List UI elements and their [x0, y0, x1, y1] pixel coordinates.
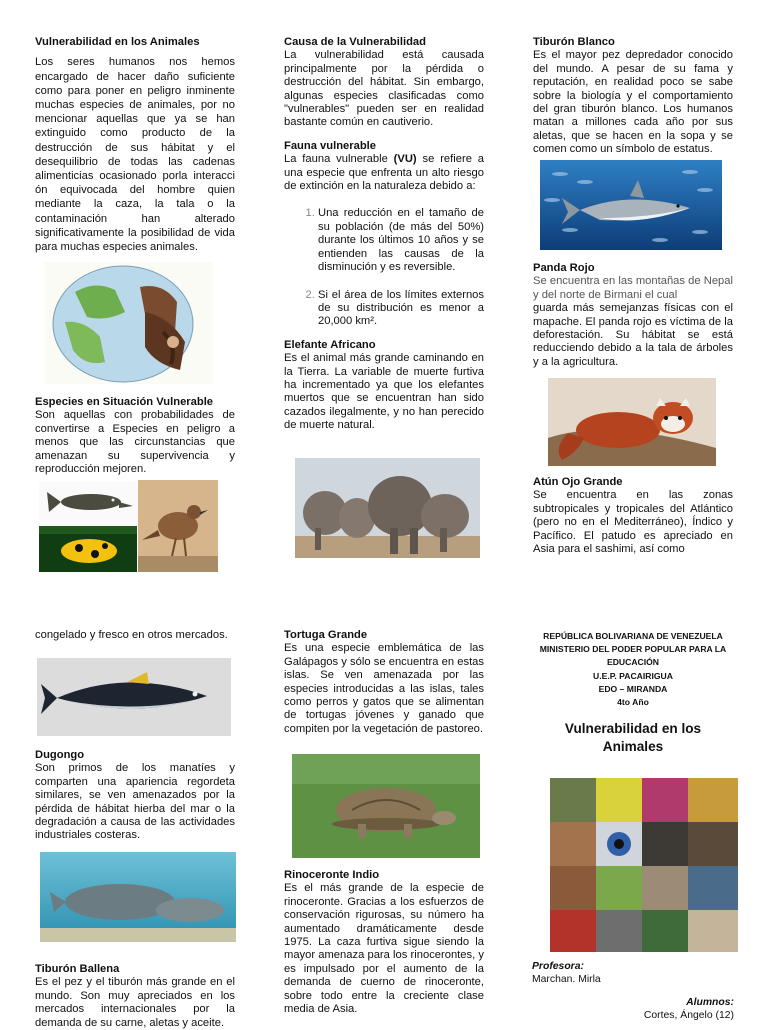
cover-line: REPÚBLICA BOLIVARIANA DE VENEZUELA [543, 631, 723, 641]
alumno-name: Cortes, Ángelo (12) [643, 1009, 734, 1021]
col2-tortuga [284, 629, 484, 736]
panda-text-a: Se encuentra en las montañas de Nepal y del norte de Birmani el cual [533, 275, 733, 301]
frog-image [39, 526, 137, 572]
fauna-text-b: se refiere a una especie que enfrenta un alto riesgo de extinción en la naturaleza debido a: [284, 153, 484, 193]
rino-text: Es el más grande de la especie de rinoceronte. Gracias a los esfuerzos de conservación rigurosas, su número ha aumentado dramáticamente desde 1975. La caza furtiva sigue siendo la mayor amenaza para los rinocerontes, y es impulsado por el aumento de la demanda de cuerno de rinoceronte, sobre todo entre la creciente clase media de Asia. [284, 882, 484, 1016]
profesora-block [532, 961, 601, 987]
col1-situacion [35, 396, 235, 476]
cover-header [530, 630, 736, 709]
col1-ballena [35, 963, 235, 1030]
tiburon-title: Tiburón Blanco [533, 36, 615, 48]
cover-line: MINISTERIO DEL PODER POPULAR PARA LA EDUCACIÓN [539, 644, 727, 668]
atun-text: Se encuentra en las zonas subtropicales y tropicales del Atlántico (pero no en el Mediterráneo), Índico y Pacífico. El patudo es apreciado en Asia para el sashimi, así como [533, 489, 733, 556]
profesora-name: Marchan. Mirla [532, 973, 601, 985]
profesora-label: Profesora: [532, 961, 584, 972]
bird-image [138, 480, 218, 572]
tortoise-image [292, 754, 480, 858]
cover-line: 4to Año [617, 697, 649, 708]
col3-top [533, 36, 733, 157]
elephants-image [295, 458, 480, 558]
col1-dugongo [35, 749, 235, 843]
col1-top [35, 36, 235, 254]
alumnos-label: Alumnos: [686, 997, 734, 1008]
animals-collage-image [550, 778, 738, 952]
fauna-list-item: 2. Si el área de los límites externos de su distribución es menor a 20,000 km². [318, 289, 484, 329]
ballena-text: Es el pez y el tiburón más grande en el mundo. Son muy apreciados en los mercados internacionales por la demanda de su carne, aletas y aceite. [35, 976, 235, 1029]
cover-title: Vulnerabilidad en los Animales [564, 721, 702, 754]
fish-image [39, 482, 137, 526]
cover-line: EDO – MIRANDA [598, 683, 668, 694]
col2-top [284, 36, 484, 433]
col1-bottom [35, 629, 235, 642]
rino-title: Rinoceronte Indio [284, 869, 380, 881]
situacion-text: Son aquellas con probabilidades de convertirse a Especies en peligro a menos que las circunstancias que amenazan su supervivencia y reproducción mejoren. [35, 409, 235, 476]
fauna-text-a: La fauna vulnerable [284, 153, 394, 166]
vuln-text: Los seres humanos nos hemos encargado de hacer daño suficiente como para poner en peligro inminente muchas especies de animales, por no mencionar aquellas que ya se han extinguido como producto de la destrucción de sus hábitat y el desequilibrio de todas las cadenas alimenticias ocasionado porla interacci ón equivocada del hombre quien mediante la caza, la tala o la contaminación han alterado significativamente la posibilidad de vida para muchas especies animales. [35, 56, 235, 254]
fauna-list-item: 1. Una reducción en el tamaño de su población (de más del 50%) durante los últimos 10 años y se entienden las causas de la disminución y es reversible. [318, 207, 484, 274]
col3-atun [533, 476, 733, 556]
tortuga-title: Tortuga Grande [284, 629, 368, 641]
red-panda-image [548, 378, 716, 466]
dugongo-title: Dugongo [35, 749, 85, 761]
dugong-image [40, 852, 236, 942]
atun-title: Atún Ojo Grande [533, 476, 623, 488]
elefante-title: Elefante Africano [284, 338, 376, 351]
globe-image [45, 262, 213, 384]
elefante-text: Es el animal más grande caminando en la Tierra. La variable de muerte furtiva ha incrementado ya que los elefantes muertos que se encuentran han sido cazados ilegalmente, y no han perecido de muerte natural. [284, 352, 484, 432]
dugongo-text: Son primos de los manatíes y comparten una apariencia regordeta similares, se ven amenazados por la pérdida de hábitat hierba del mar o la degradación a causa de las actividades industriales costeras. [35, 762, 235, 842]
fauna-list [284, 207, 484, 328]
causa-title: Causa de la Vulnerabilidad [284, 36, 426, 48]
alumnos-block [644, 997, 734, 1023]
panda-text-b: guarda más semejanzas físicas con el mapache. El panda rojo es víctima de la deforestación. Su hábitat se está reducciendo debido a la tala de árboles y a la agricultura. [533, 302, 733, 368]
tuna-image [37, 658, 231, 736]
fauna-title: Fauna vulnerable [284, 139, 377, 152]
col2-rino [284, 869, 484, 1016]
situacion-title: Especies en Situación Vulnerable [35, 396, 214, 408]
tortuga-text: Es una especie emblemática de las Galápagos y sólo se encuentra en estas islas. Se ven amenazada por las especies introducidas a las islas, tales como perros y gatos que se alimentan de tortugas jóvenes y ganado que compiten por la vegetación de pastoreo. [284, 642, 484, 735]
tiburon-text: Es el mayor pez depredador conocido del mundo. A pesar de su fama y reputación, en realidad poco se sabe sobre la biología y el comportamiento del gran tiburón blanco. Los humanos matan a millones cada año por sus aletas, que se hacen en la sopa y se comen como un símbolo de estatus. [533, 49, 733, 156]
fauna-text [284, 153, 484, 193]
cover-line: U.E.P. PACAIRIGUA [593, 670, 673, 681]
ballena-title: Tiburón Ballena [35, 963, 120, 975]
col3-panda [533, 262, 733, 369]
panda-title: Panda Rojo [533, 262, 595, 274]
atun-cont-text: congelado y fresco en otros mercados. [35, 629, 228, 641]
shark-image [540, 160, 722, 250]
fauna-vu: (VU) [393, 153, 417, 166]
vuln-title: Vulnerabilidad en los Animales [35, 36, 200, 48]
causa-text: La vulnerabilidad está causada principalmente por la pérdida o destrucción del hábitat. Sin embargo, algunas especies clasificadas como "vulnerables" pueden ser en realidad bastante común en cautiverio. [284, 49, 484, 129]
